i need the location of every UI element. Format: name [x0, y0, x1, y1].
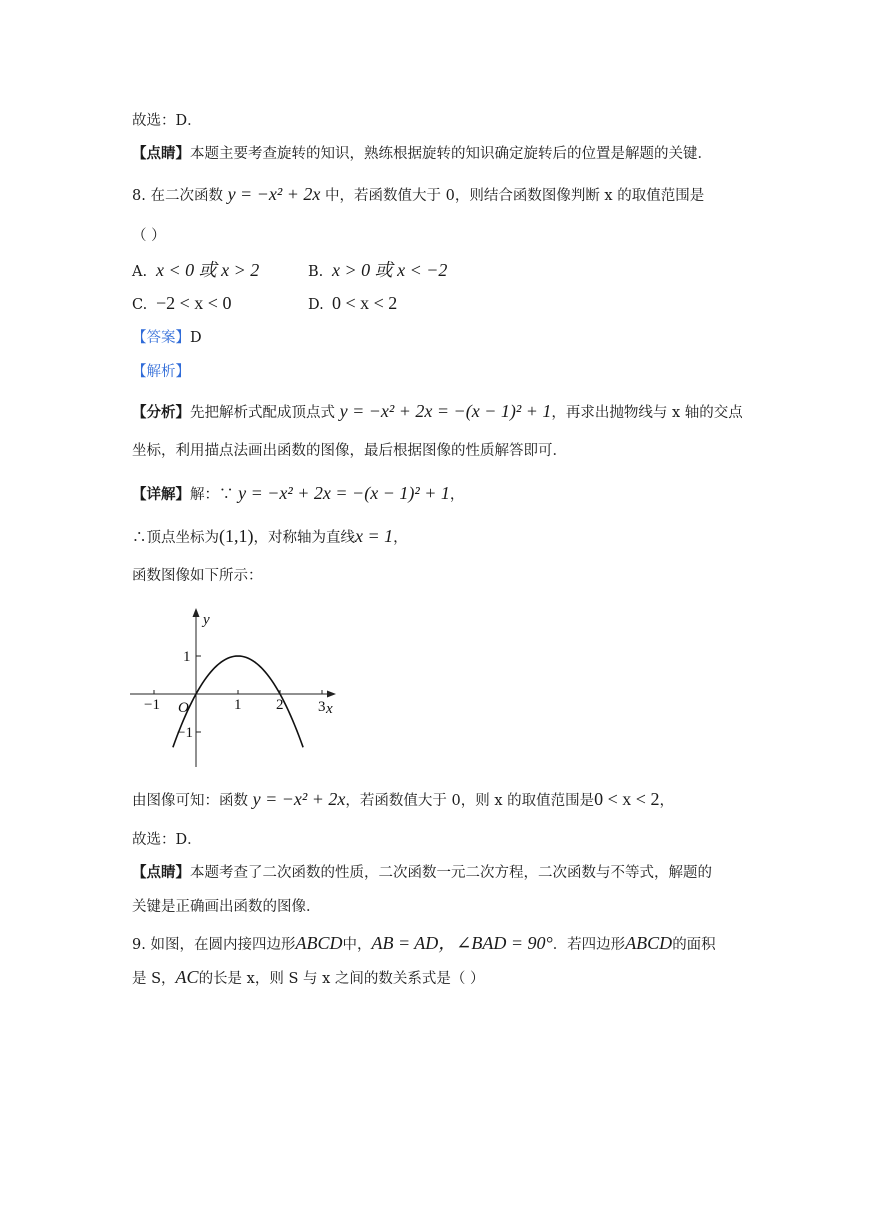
y-tick-label: 1: [183, 649, 191, 665]
fenxi-text-1: 先把解析式配成顶点式: [190, 405, 335, 421]
answer-value: D: [190, 330, 202, 346]
q9-prefix: 9. 如图，在圆内接四边形: [132, 937, 296, 953]
x-tick-label: −1: [144, 697, 160, 713]
dianjing2-paragraph: [132, 862, 829, 884]
x-tick-label: 3: [318, 699, 326, 715]
text-select-d: 故选：D．: [132, 113, 202, 129]
q8-paren: （ ）: [132, 228, 166, 244]
option-a-text: x < 0 或 x > 2: [156, 260, 260, 280]
option-c-label: C.: [132, 297, 148, 313]
fenxi-tag: 【分析】: [132, 404, 190, 421]
origin-label: O: [178, 700, 189, 716]
from-graph-text-2: ，若函数值大于 0，则 x 的取值范围是: [345, 793, 595, 809]
y-tick-label: −1: [177, 725, 193, 741]
fenxi-paragraph: [132, 400, 829, 424]
q9-condition: AB = AD，∠BAD = 90°: [371, 933, 553, 953]
dianjing2-line-2: 关键是正确画出函数的图像．: [132, 899, 321, 915]
q9-abcd-2: ABCD: [625, 933, 673, 953]
xiangjie-end: ，: [449, 487, 465, 503]
x-tick-label: 1: [234, 697, 242, 713]
vertex-point: (1,1): [219, 526, 254, 546]
option-d-text: 0 < x < 2: [332, 293, 398, 313]
from-graph-end: ，: [659, 793, 674, 809]
dianjing-paragraph: [132, 143, 829, 165]
q8-suffix: 中，若函数值大于 0，则结合函数图像判断 x 的取值范围是: [324, 188, 705, 204]
q9-abcd: ABCD: [295, 933, 343, 953]
option-a-label: A.: [132, 264, 148, 280]
q9-ac: AC: [175, 967, 199, 987]
option-b-text: x > 0 或 x < −2: [332, 260, 448, 280]
fenxi-line-2: 坐标，利用描点法画出函数的图像，最后根据图像的性质解答即可．: [132, 443, 567, 459]
dianjing-text: 本题主要考查旋转的知识，熟练根据旋转的知识确定旋转后的位置是解题的关键．: [190, 146, 712, 162]
q8-formula: y = −x² + 2x: [227, 184, 321, 204]
q8-prefix: 8. 在二次函数: [132, 188, 223, 204]
question-8: [132, 183, 829, 207]
analysis-tag: 【解析】: [132, 364, 190, 380]
question-9: [132, 932, 829, 956]
vertex-text-2: ，对称轴为直线: [253, 530, 355, 546]
dianjing2-tag: 【点睛】: [132, 864, 190, 881]
answer-tag: 【答案】: [132, 330, 190, 346]
option-b-label: B.: [308, 264, 324, 280]
xiangjie-tag: 【详解】: [132, 486, 190, 503]
x-axis-arrow-icon: [327, 691, 336, 698]
q9-mid: 中，: [342, 937, 372, 953]
x-tick-label: 2: [276, 697, 284, 713]
xiangjie-formula: y = −x² + 2x = −(x − 1)² + 1: [238, 483, 450, 503]
graph-intro: 函数图像如下所示：: [132, 568, 263, 584]
vertex-text-1: ∴顶点坐标为: [132, 530, 219, 546]
from-graph-range: 0 < x < 2: [594, 789, 660, 809]
q9-line-2: [132, 966, 829, 990]
parabola-graph: [128, 602, 343, 770]
xiangjie-paragraph: [132, 482, 829, 506]
dianjing2-text: 本题考查了二次函数的性质，二次函数一元二次方程，二次函数与不等式，解题的: [190, 865, 712, 881]
vertex-end: ，: [393, 530, 408, 546]
from-graph-line: [132, 788, 829, 812]
option-c-text: −2 < x < 0: [156, 293, 232, 313]
q9-line2-b: 的长是 x，则 S 与 x 之间的数关系式是（ ）: [198, 971, 485, 987]
from-graph-text-1: 由图像可知：函数: [132, 793, 248, 809]
vertex-line: [132, 525, 829, 549]
dianjing-tag: 【点睛】: [132, 145, 190, 162]
from-graph-formula: y = −x² + 2x: [252, 789, 346, 809]
fenxi-text-2: ，再求出抛物线与 x 轴的交点: [551, 405, 743, 421]
q9-text-2: ．若四边形: [552, 937, 626, 953]
x-axis-label: x: [326, 701, 333, 717]
option-d-label: D.: [308, 297, 324, 313]
y-axis-arrow-icon: [193, 608, 200, 617]
xiangjie-text: 解：∵: [190, 487, 234, 503]
q9-line2-a: 是 S，: [132, 971, 176, 987]
y-axis-label: y: [203, 612, 210, 628]
text-select-d-2: 故选：D．: [132, 832, 202, 848]
vertex-axis: x = 1: [355, 526, 394, 546]
fenxi-formula: y = −x² + 2x = −(x − 1)² + 1: [339, 401, 552, 421]
q9-text-3: 的面积: [672, 937, 716, 953]
answer-line: [132, 327, 829, 349]
